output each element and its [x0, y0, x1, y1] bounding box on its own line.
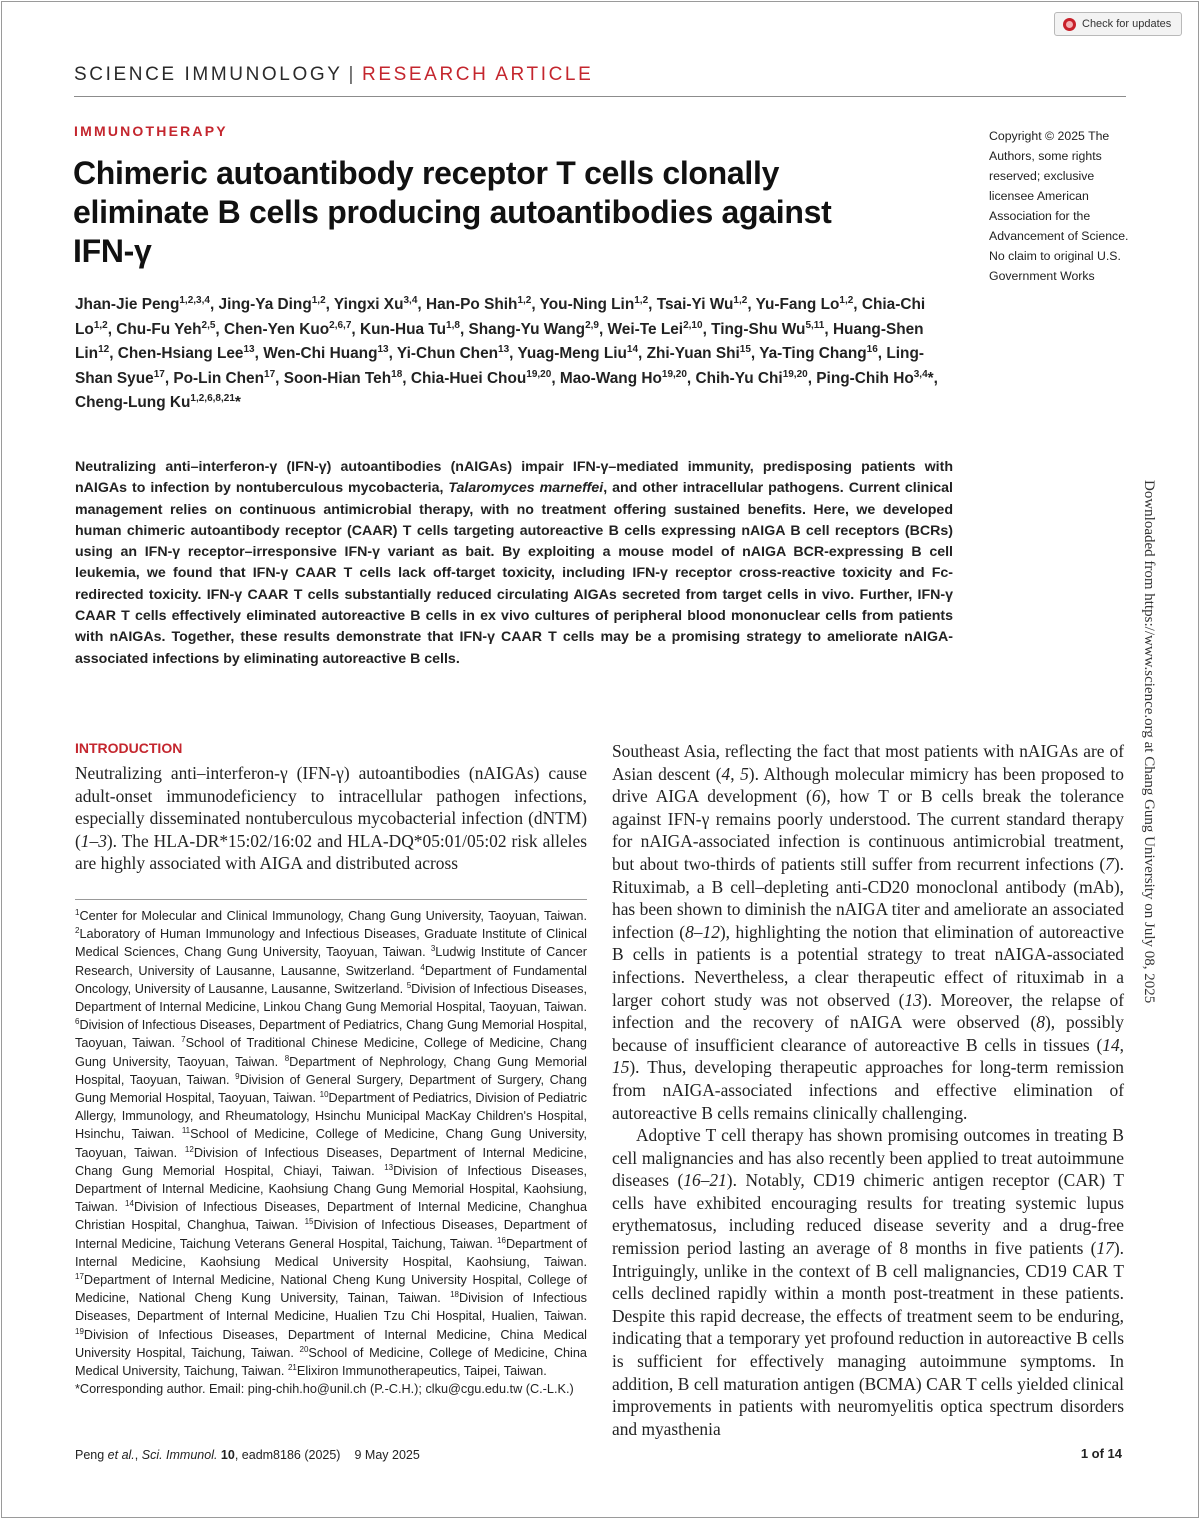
text-run: Adoptive T cell therapy has shown promising outcomes in treating B cell malignancies and has also recently been applied to treat autoimmune diseases (: [612, 1125, 1124, 1191]
citation-ref: 1–3: [80, 830, 107, 851]
affiliation-text: Center for Molecular and Clinical Immunology, Chang Gung University, Taoyuan, Taiwan.: [79, 909, 587, 923]
author-affiliation-marks: 2,5: [201, 319, 216, 331]
page-number: 1 of 14: [1080, 1446, 1122, 1461]
text-run: ), possibly because of insufficient clearance of autoreactive B cells in tissues (: [612, 1012, 1124, 1055]
author-name: Po-Lin Chen: [173, 369, 265, 387]
affiliation-text: Division of Infectious Diseases, Department of Pediatrics, Chang Gung Memorial Hospital, Taoyuan, Taiwan.: [75, 1018, 587, 1051]
abstract-part-a: Neutralizing anti–interferon-γ (IFN-γ) autoantibodies (nAIGAs) impair IFN-γ–mediated immunity, predisposing patients with nAIGAs to infection by nontuberculous mycobacteria,: [75, 459, 953, 497]
copyright-note: Copyright © 2025 The Authors, some rights reserved; exclusive licensee American Association for the Advancement of Science. No claim to original U.S. Government Works: [989, 129, 1129, 283]
author: [334, 296, 417, 313]
affiliation-number: 5: [406, 980, 412, 990]
citation-ref: 8: [1036, 1012, 1045, 1033]
author-affiliation-marks: 17: [153, 368, 165, 380]
footnote-rule: [75, 899, 587, 900]
affiliation-text: Division of General Surgery, Department of Surgery, Chang Gung Memorial Hospital, Taoyuan, Taiwan.: [75, 1072, 587, 1106]
check-for-updates-label: Check for updates: [1082, 18, 1172, 30]
affiliation-number: 4: [420, 962, 425, 972]
author: [397, 345, 509, 362]
author: [608, 321, 703, 338]
author-name: Jing-Ya Ding: [218, 296, 312, 313]
header-rule: [74, 96, 1126, 97]
affiliation-text: Division of Infectious Diseases, Department of Internal Medicine, Chang Gung Memorial Hospital, Chiayi, Taiwan.: [75, 1145, 587, 1178]
affiliation-number: 8: [284, 1053, 290, 1063]
author: [173, 370, 275, 387]
author-affiliation-marks: 13: [377, 343, 389, 355]
text-run: ). Thus, developing therapeutic approaches for long-term remission from nAIGA-associated infections and effective elimination of autoreactive B cells remains clinically challenging.: [612, 1057, 1124, 1123]
affiliation-text: Elixiron Immunotherapeutics, Taipei, Taiwan.: [296, 1364, 547, 1379]
affiliation-number: 7: [181, 1035, 186, 1045]
abstract-species: Talaromyces marneffei: [448, 480, 604, 497]
author-affiliation-marks: 2,6,7: [329, 319, 352, 331]
affiliation-number: 3: [430, 944, 436, 954]
author: [118, 345, 255, 362]
author: [426, 296, 531, 313]
author-name: Kun-Hua Tu: [359, 320, 447, 338]
journal-separator: |: [348, 64, 357, 85]
intro-paragraph-1-continued: [612, 740, 1124, 1124]
affiliation-text: Department of Nephrology, Chang Gung Memorial Hospital, Taoyuan, Taiwan.: [75, 1054, 587, 1087]
author-affiliation-marks: 1,2: [517, 294, 532, 306]
author: [816, 370, 933, 387]
author-name: Yi-Chun Chen: [396, 345, 499, 362]
author-name: Ling-Shan Syue: [75, 345, 924, 387]
author-name: Yu-Fang Lo: [755, 296, 840, 313]
author-affiliation-marks: 1,2: [634, 294, 649, 306]
author-name: Han-Po Shih: [425, 296, 518, 313]
citation-ref: 4: [721, 763, 731, 784]
affiliations: [75, 907, 587, 1398]
affiliation-number: 12: [184, 1144, 194, 1154]
affiliation-text: School of Medicine, College of Medicine, Chang Gung University, Taoyuan, Taiwan.: [75, 1127, 588, 1160]
citation-ref: 13: [904, 989, 922, 1010]
author-affiliation-marks: 1,2: [839, 294, 854, 306]
author-affiliation-marks: 1,2: [733, 294, 748, 306]
citation-ref: 7: [1105, 853, 1114, 874]
author-affiliation-marks: 1,8: [446, 319, 460, 331]
affiliation-number: 6: [75, 1016, 80, 1026]
author-name: Ping-Chih Ho: [816, 369, 914, 387]
author: [263, 345, 388, 362]
author-affiliation-marks: 1,2: [93, 319, 108, 331]
affiliation-number: 21: [287, 1362, 297, 1372]
affiliation-text: Department of Internal Medicine, Kaohsiung Medical University Hospital, Kaohsiung, Taiwan.: [75, 1236, 587, 1269]
author-affiliation-marks: 13: [498, 343, 510, 355]
affiliation-text: Ludwig Institute of Cancer Research, University of Lausanne, Lausanne, Switzerland.: [75, 945, 587, 978]
journal-name: SCIENCE IMMUNOLOGY: [74, 64, 343, 85]
affiliation-text: Department of Fundamental Oncology, University of Lausanne, Lausanne, Switzerland.: [75, 963, 587, 996]
affiliation-text: Division of Infectious Diseases, Department of Internal Medicine, Changhua Christian Hospital, Changhua, Taiwan.: [75, 1200, 587, 1233]
author-name: Chu-Fu Yeh: [116, 320, 202, 338]
download-notice: Downloaded from https://www.science.org at Chang Gung University on July 08, 2025: [1141, 480, 1157, 1004]
author: [284, 370, 403, 387]
corresponding-mark: *: [927, 369, 934, 387]
author-name: Yingxi Xu: [333, 296, 404, 313]
author: [759, 345, 878, 362]
update-badge-icon: [1063, 18, 1076, 31]
affiliation-text: Department of Pediatrics, Division of Pediatric Allergy, Immunology, and Rheumatology, Hsinchu Municipal MacKay Children's Hospital, Hsinchu, Taiwan.: [75, 1091, 587, 1142]
check-for-updates-button[interactable]: [1054, 12, 1182, 36]
citation-ref: 5: [740, 763, 749, 784]
affiliation-number: 1: [75, 907, 80, 917]
author: [411, 370, 551, 387]
section-label: IMMUNOTHERAPY: [74, 123, 228, 139]
citation-ref: 14: [1102, 1034, 1120, 1055]
author: [711, 321, 824, 338]
affiliation-list: [75, 909, 587, 1378]
text-run: ). Although molecular mimicry has been proposed to drive AIGA development (: [612, 763, 1124, 807]
citation-ref: 8–12: [685, 921, 720, 942]
author-name: Wen-Chi Huang: [263, 345, 378, 362]
citation-ref: 6: [811, 786, 821, 807]
text-run: ), how T or B cells break the tolerance against IFN-γ remains poorly understood. The current standard therapy for nAIGA-associated infection is continuous antimicrobial treatment, but about two-thirds of patients still suffer from recurrent infections (: [612, 786, 1124, 874]
author-name: Yuag-Meng Liu: [517, 345, 627, 362]
author: [469, 321, 599, 338]
author-affiliation-marks: 18: [391, 368, 403, 380]
author: [647, 345, 751, 362]
author-affiliation-marks: 12: [98, 343, 110, 355]
author: [695, 370, 807, 387]
author: [560, 370, 687, 387]
text-run: ). Moreover, the relapse of infection and the recovery of nAIGA were observed (: [612, 989, 1124, 1033]
affiliation-number: 18: [450, 1290, 459, 1300]
article-type: RESEARCH ARTICLE: [362, 64, 594, 85]
author-affiliation-marks: 19,20: [526, 368, 552, 380]
author-affiliation-marks: 1,2: [311, 294, 326, 306]
affiliation-text: Laboratory of Human Immunology and Infectious Diseases, Graduate Institute of Clinical Medical Sciences, Chang Gung University, Taoyuan, Taiwan.: [75, 927, 587, 960]
corresponding-author: *Corresponding author. Email: ping-chih.ho@unil.ch (P.-C.H.); clku@cgu.edu.tw (C.-L.K.): [75, 1382, 574, 1397]
author-name: Chia-Chi Lo: [75, 296, 926, 338]
journal-header: [74, 64, 593, 86]
author-name: Jhan-Jie Peng: [75, 296, 180, 313]
intro-column-left: [75, 762, 587, 875]
author-affiliation-marks: 16: [866, 343, 878, 355]
footer-comma: ,: [134, 1448, 142, 1462]
author-name: Cheng-Lung Ku: [75, 394, 191, 411]
intro-column-right: [612, 740, 1124, 1440]
author-affiliation-marks: 13: [243, 343, 255, 355]
text-run: ). The HLA-DR*15:02/16:02 and HLA-DQ*05:01/05:02 risk alleles are highly associated with AIGA and distributed across: [75, 830, 587, 874]
citation-ref: 17: [1096, 1238, 1114, 1259]
affiliation-text: Division of Infectious Diseases, Department of Internal Medicine, Taichung Veterans General Hospital, Taichung, Taiwan.: [75, 1218, 587, 1251]
intro-paragraph-2: [612, 1124, 1124, 1440]
corresponding-mark: *: [234, 394, 241, 411]
footer-journal: Sci. Immunol.: [141, 1448, 218, 1462]
footer-volume: 10: [217, 1448, 235, 1462]
author-name: Ting-Shu Wu: [711, 320, 806, 338]
author-affiliation-marks: 1,2,6,8,21: [190, 392, 235, 404]
text-run: Southeast Asia, reflecting the fact that most patients with nAIGAs are of Asian descent (: [612, 741, 1124, 784]
author-affiliation-marks: 2,10: [683, 319, 703, 331]
footer-article-id: , eadm8186 (2025): [234, 1448, 341, 1462]
citation-footer: [75, 1448, 420, 1462]
author-name: Zhi-Yuan Shi: [646, 345, 740, 362]
text-run: ). Notably, CD19 chimeric antigen receptor (CAR) T cells have exhibited encouraging results for treating systemic lupus erythematosus, including reduced disease severity and a drug-free remission period lasting an average of 8 months in five patients (: [612, 1170, 1124, 1259]
affiliation-number: 19: [75, 1326, 84, 1336]
author: [756, 296, 854, 313]
author-affiliation-marks: 1,2,3,4: [179, 294, 210, 306]
affiliation-text: Division of Infectious Diseases, Department of Internal Medicine, Kaohsiung Chang Gung Memorial Hospital, Kaohsiung, Taiwan.: [75, 1163, 587, 1215]
author-name: Chen-Yen Kuo: [223, 320, 330, 338]
author-name: Tsai-Yi Wu: [656, 296, 734, 313]
author-name: Soon-Hian Teh: [283, 369, 392, 387]
author-name: Huang-Shen Lin: [75, 320, 924, 362]
affiliation-text: Division of Infectious Diseases, Department of Internal Medicine, Linkou Chang Gung Memorial Hospital, Taoyuan, Taiwan.: [75, 981, 587, 1015]
affiliation-text: School of Medicine, College of Medicine, China Medical University, Taichung, Taiwan.: [75, 1345, 587, 1379]
text-run: ). Intriguingly, unlike in the context of B cell malignancies, CD19 CAR T cells declined rapidly within a month post-treatment in these patients. Despite this rapid decrease, the effects of treatment seem to be enduring, indicating that a temporary yet profound reduction in autoreactive B cells is sufficient for effectively managing autoimmune symptoms. In addition, B cell maturation antigen (BCMA) CAR T cells yielded clinical improvements in patients with neuromyelitis optica spectrum disorders and myasthenia: [612, 1238, 1124, 1439]
footer-date: 9 May 2025: [354, 1448, 420, 1462]
affiliation-number: 16: [497, 1235, 506, 1245]
author-list: Jhan-Jie Peng$^{1,2,3,4}$, Jing-Ya Ding$^{1,2}$, Yingxi Xu$^{3,4}$, Han-Po Shih$^{1,2}$, You-Ning Lin$^{1,2}$, Tsai-Yi Wu$^{1,2}$, Yu-Fang Lo$^{1,2}$, Chia-Chi Lo$^{1,2}$, Chu-Fu Yeh$^{2,5}$, Chen-Yen Kuo$^{2,6,7}$, Kun-Hua Tu$^{1,8}$, Shang-Yu Wang$^{2,9}$, Wei-Te Lei$^{2,10}$, Ting-Shu Wu$^{5,11}$, Huang-Shen Lin$^{12}$, Chen-Hsiang Lee$^{13}$, Wen-Chi Huang$^{13}$, Yi-Chun Chen$^{13}$, Yuag-Meng Liu$^{14}$, Zhi-Yuan Shi$^{15}$, Ya-Ting Chang$^{16}$, Ling-Shan Syue$^{17}$, Po-Lin Chen$^{17}$, Soon-Hian Teh$^{18}$, Chia-Huei Chou$^{19,20}$, Mao-Wang Ho$^{19,20}$, Chih-Yu Chi$^{19,20}$, Ping-Chih Ho$^{3,4}$*, Cheng-Lung Ku$^{1,2,6,8,21}$*: [75, 294, 938, 411]
abstract-part-b: , and other intracellular pathogens. Current clinical management relies on continuous antimicrobial therapy, with no treatment offering sustained benefits. Here, we developed human chimeric autoantibody receptor (CAAR) T cells targeting autoreactive B cells expressing nAIGA B cell receptors (BCRs) using an IFN-γ receptor–irresponsive IFN-γ variant as bait. By exploiting a mouse model of nAIGA BCR-expressing B cell leukemia, we found that IFN-γ CAAR T cells lack off-target toxicity, including IFN-γ receptor cross-reactive toxicity and Fc-redirected toxicity. IFN-γ CAAR T cells substantially reduced circulating AIGAs secreted from target cells in vivo. Further, IFN-γ CAAR T cells effectively eliminated autoreactive B cells in ex vivo cultures of peripheral blood mononuclear cells from patients with nAIGAs. Together, these results demonstrate that IFN-γ CAAR T cells may be a promising strategy to ameliorate nAIGA-associated infections by eliminating autoreactive B cells.: [75, 480, 953, 667]
author-name: Chih-Yu Chi: [695, 369, 783, 387]
author-name: Shang-Yu Wang: [468, 320, 586, 338]
author-affiliation-marks: 14: [626, 343, 639, 355]
author: [540, 296, 649, 313]
affiliation-number: 13: [384, 1162, 394, 1172]
author: [75, 296, 210, 313]
affiliation-text: Division of Infectious Diseases, Department of Internal Medicine, China Medical University Hospital, Taichung, Taiwan.: [75, 1327, 587, 1360]
affiliation-text: Department of Internal Medicine, National Cheng Kung University Hospital, College of Medicine, National Cheng Kung University, Tainan, Taiwan.: [75, 1273, 587, 1306]
author-affiliation-marks: 2,9: [585, 319, 599, 331]
affiliation-text: School of Traditional Chinese Medicine, College of Medicine, Chang Gung University, Taoyuan, Taiwan.: [75, 1036, 587, 1069]
affiliation-number: 11: [181, 1126, 191, 1136]
affiliation-number: 2: [75, 925, 80, 935]
author-name: Chen-Hsiang Lee: [117, 345, 244, 362]
affiliation-number: 14: [125, 1199, 134, 1209]
author-name: Mao-Wang Ho: [559, 369, 662, 387]
author: [75, 394, 241, 411]
footer-etal: et al.: [107, 1448, 135, 1462]
author-affiliation-marks: 3,4: [403, 294, 418, 306]
author: [517, 345, 638, 362]
author-name: Ya-Ting Chang: [759, 345, 867, 362]
affiliation-number: 20: [299, 1344, 309, 1354]
introduction-heading: INTRODUCTION: [75, 740, 183, 756]
article-title: Chimeric autoantibody receptor T cells clonally eliminate B cells producing autoantibodies against IFN-γ: [73, 155, 832, 269]
author-name: Chia-Huei Chou: [410, 369, 527, 387]
author-name: Wei-Te Lei: [607, 320, 684, 338]
affiliation-number: 17: [75, 1271, 84, 1281]
author-name: You-Ning Lin: [539, 296, 635, 313]
text-run: ,: [1119, 1034, 1124, 1055]
author: [657, 296, 748, 313]
author: [360, 321, 460, 338]
text-run: ), highlighting the notion that elimination of autoreactive B cells in patients is a potential strategy to treat nAIGA-associated infections. Nevertheless, a clear therapeutic effect of rituximab in a larger cohort study was not observed (: [612, 921, 1124, 1010]
author-affiliation-marks: 3,4: [913, 368, 928, 380]
text-run: ,: [730, 763, 741, 784]
affiliation-number: 15: [304, 1217, 314, 1227]
citation-ref: 15: [612, 1057, 630, 1078]
affiliation-text: Division of Infectious Diseases, Department of Internal Medicine, Hualien Tzu Chi Hospital, Hualien, Taiwan.: [75, 1291, 587, 1324]
text-run: Neutralizing anti–interferon-γ (IFN-γ) autoantibodies (nAIGAs) cause adult-onset immunodeficiency to intracellular pathogen infections, especially disseminated nontuberculous mycobacterial infection (dNTM) (: [75, 763, 587, 851]
affiliation-number: 10: [319, 1089, 329, 1099]
affiliation-number: 9: [235, 1071, 240, 1081]
author-affiliation-marks: 19,20: [661, 368, 687, 380]
footer-authors: Peng: [75, 1448, 108, 1462]
author: [116, 321, 215, 338]
author: [224, 321, 351, 338]
author-affiliation-marks: 15: [739, 343, 751, 355]
author-affiliation-marks: 5,11: [805, 319, 825, 331]
author: [219, 296, 326, 313]
citation-ref: 16–21: [683, 1170, 727, 1191]
abstract: [75, 457, 953, 670]
author-affiliation-marks: 17: [264, 368, 276, 380]
author-affiliation-marks: 19,20: [782, 368, 808, 380]
text-run: ). Rituximab, a B cell–depleting anti-CD20 monoclonal antibody (mAb), has been shown to diminish the nAIGA titer and ameliorate an associated infection (: [612, 853, 1124, 942]
